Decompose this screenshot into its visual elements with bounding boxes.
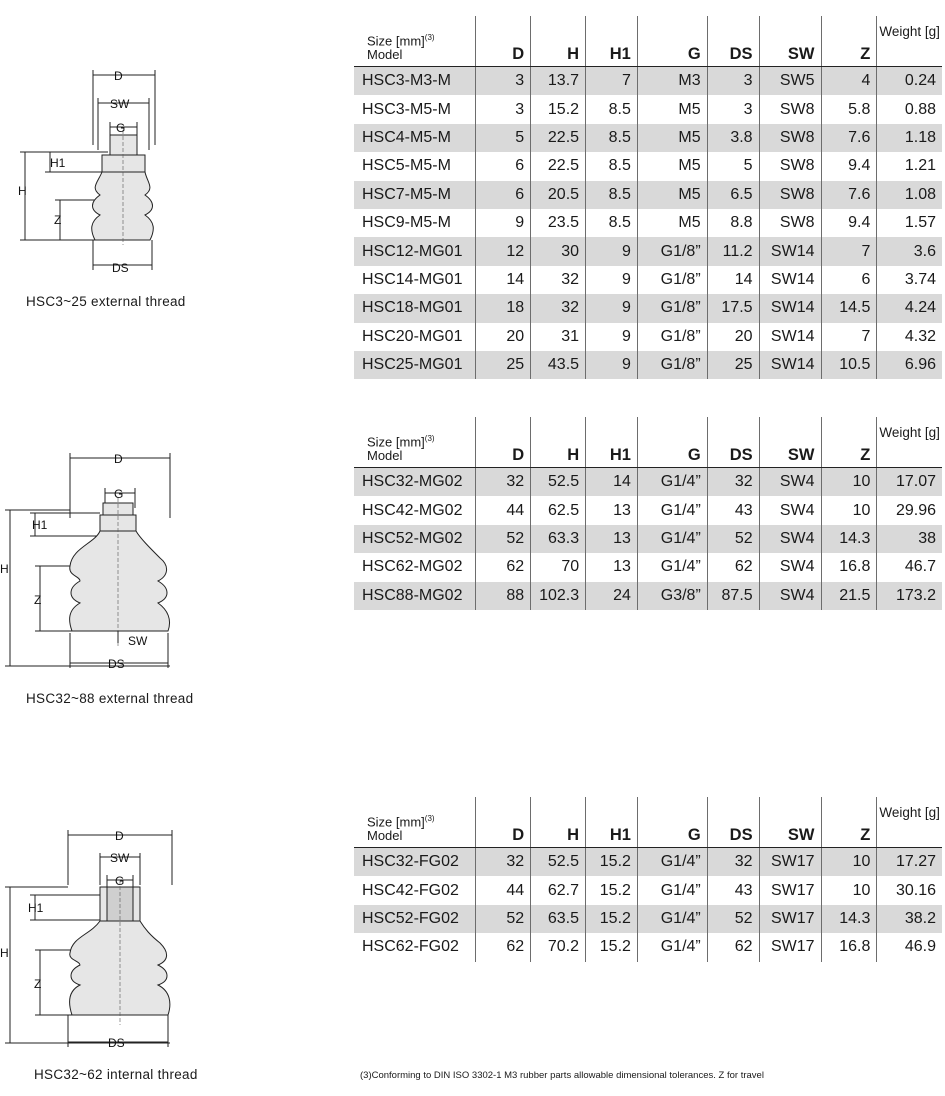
value-cell: 31: [531, 323, 586, 351]
value-cell: M5: [637, 209, 707, 237]
header-z: Z: [821, 16, 877, 67]
header-h1: H1: [586, 417, 638, 468]
value-cell: 20.5: [531, 181, 586, 209]
table-row: [354, 266, 942, 294]
value-cell: 10: [821, 496, 877, 524]
value-cell: 4.24: [877, 294, 942, 322]
value-cell: 9: [586, 237, 638, 265]
value-cell: 46.9: [877, 933, 942, 961]
value-cell: 62.5: [531, 496, 586, 524]
drawing-hsc32-62: [0, 825, 190, 1055]
caption-hsc32-62: HSC32~62 internal thread: [34, 1067, 198, 1082]
value-cell: 20: [476, 323, 531, 351]
value-cell: 17.27: [877, 848, 942, 877]
value-cell: 52: [476, 525, 531, 553]
value-cell: 10: [821, 468, 877, 497]
header-g: G: [637, 797, 707, 848]
value-cell: 14: [476, 266, 531, 294]
value-cell: 23.5: [531, 209, 586, 237]
model-cell: HSC3-M5-M: [362, 100, 451, 118]
table-header-row: [354, 16, 942, 67]
model-cell: HSC18-MG01: [354, 294, 476, 322]
header-size-model: Size [mm]$^{(3)}$ Model: [354, 417, 476, 468]
value-cell: SW8: [759, 124, 821, 152]
model-cell: HSC9-M5-M: [362, 214, 451, 232]
value-cell: M5: [637, 152, 707, 180]
header-ds: DS: [707, 797, 759, 848]
value-cell: 52.5: [531, 848, 586, 877]
value-cell: SW4: [759, 496, 821, 524]
value-cell: 17.07: [877, 468, 942, 497]
dim-h-label: H: [18, 184, 27, 198]
table-row: [354, 496, 942, 524]
header-h: H: [531, 417, 586, 468]
value-cell: 8.5: [586, 124, 638, 152]
model-cell: HSC7-M5-M: [354, 181, 476, 209]
value-cell: 52.5: [531, 468, 586, 497]
table-row: [354, 181, 942, 209]
value-cell: SW14: [759, 266, 821, 294]
value-cell: 13: [586, 496, 638, 524]
value-cell: 1.18: [877, 124, 942, 152]
model-cell: HSC3-M3-M: [354, 67, 476, 96]
dim-z-label: Z: [34, 977, 42, 991]
value-cell: 5.8: [821, 95, 877, 123]
header-size-model: Size [mm]$^{(3)}$ Model: [354, 797, 476, 848]
dim-z-label: Z: [54, 213, 62, 227]
table-row: [354, 237, 942, 265]
value-cell: 15.2: [586, 848, 638, 877]
value-cell: 15.2: [586, 905, 638, 933]
value-cell: 43: [707, 876, 759, 904]
header-sw: SW: [759, 417, 821, 468]
model-cell: HSC25-MG01: [354, 351, 476, 379]
model-cell: HSC42-MG02: [362, 501, 463, 519]
value-cell: 7.6: [821, 181, 877, 209]
value-cell: G1/4”: [637, 525, 707, 553]
value-cell: M5: [637, 124, 707, 152]
value-cell: 4: [821, 67, 877, 96]
value-cell: 32: [476, 848, 531, 877]
table-row: [354, 553, 942, 581]
value-cell: G1/8”: [637, 237, 707, 265]
value-cell: 7.6: [821, 124, 877, 152]
value-cell: 9: [476, 209, 531, 237]
value-cell: G1/8”: [637, 351, 707, 379]
value-cell: 1.57: [877, 209, 942, 237]
value-cell: 15.2: [586, 876, 638, 904]
drawing-hsc32-88: [0, 448, 190, 678]
value-cell: 6: [821, 266, 877, 294]
value-cell: 7: [821, 323, 877, 351]
value-cell: 32: [707, 468, 759, 497]
value-cell: SW8: [759, 209, 821, 237]
value-cell: G1/4”: [637, 933, 707, 961]
value-cell: 0.24: [877, 67, 942, 96]
dim-ds-label: DS: [112, 261, 129, 275]
value-cell: SW14: [759, 294, 821, 322]
value-cell: 32: [707, 848, 759, 877]
value-cell: 62.7: [531, 876, 586, 904]
footnote: (3)Conforming to DIN ISO 3302-1 M3 rubber parts allowable dimensional tolerances. Z for travel: [360, 1070, 764, 1081]
value-cell: SW17: [759, 876, 821, 904]
model-cell: HSC62-FG02: [362, 938, 459, 956]
header-z: Z: [821, 417, 877, 468]
value-cell: 44: [476, 876, 531, 904]
value-cell: 14: [586, 468, 638, 497]
header-h: H: [531, 16, 586, 67]
value-cell: 10: [821, 876, 877, 904]
value-cell: M5: [637, 181, 707, 209]
value-cell: 8.8: [707, 209, 759, 237]
dim-sw-label: SW: [128, 634, 148, 648]
value-cell: 5: [476, 124, 531, 152]
value-cell: 43.5: [531, 351, 586, 379]
value-cell: G1/8”: [637, 266, 707, 294]
value-cell: 11.2: [707, 237, 759, 265]
value-cell: SW14: [759, 323, 821, 351]
table-row: [354, 294, 942, 322]
table-row: [354, 323, 942, 351]
header-z: Z: [821, 797, 877, 848]
table-row: [354, 525, 942, 553]
model-cell: HSC52-MG02: [354, 525, 476, 553]
dim-ds-label: DS: [108, 657, 125, 671]
table-row: [354, 848, 942, 877]
value-cell: 5: [707, 152, 759, 180]
model-cell: HSC62-MG02: [362, 558, 463, 576]
dim-g-label: G: [115, 874, 125, 888]
value-cell: 38: [877, 525, 942, 553]
value-cell: 7: [821, 237, 877, 265]
value-cell: 52: [476, 905, 531, 933]
value-cell: M5: [637, 95, 707, 123]
value-cell: 9: [586, 294, 638, 322]
value-cell: G3/8”: [637, 582, 707, 610]
table-header-row: [354, 797, 942, 848]
spec-table-external-small: [354, 16, 942, 379]
dim-h1-label: H1: [32, 518, 48, 532]
value-cell: 102.3: [531, 582, 586, 610]
value-cell: 3: [707, 95, 759, 123]
value-cell: 6.5: [707, 181, 759, 209]
value-cell: SW17: [759, 848, 821, 877]
value-cell: 3: [476, 67, 531, 96]
value-cell: M3: [637, 67, 707, 96]
value-cell: 18: [476, 294, 531, 322]
value-cell: SW8: [759, 95, 821, 123]
value-cell: SW17: [759, 933, 821, 961]
dim-d-label: D: [115, 829, 124, 843]
dim-h1-label: H1: [50, 156, 66, 170]
value-cell: G1/8”: [637, 323, 707, 351]
value-cell: 1.21: [877, 152, 942, 180]
value-cell: 43: [707, 496, 759, 524]
value-cell: 9: [586, 323, 638, 351]
table-row: [354, 351, 942, 379]
value-cell: 9: [586, 351, 638, 379]
value-cell: 30: [531, 237, 586, 265]
header-d: D: [476, 797, 531, 848]
header-sw: SW: [759, 797, 821, 848]
drawing-hsc3-25: [10, 60, 200, 280]
value-cell: 16.8: [821, 933, 877, 961]
value-cell: G1/4”: [637, 876, 707, 904]
header-weight: Weight [g]: [877, 797, 942, 848]
model-cell: HSC12-MG01: [354, 237, 476, 265]
model-cell: HSC32-MG02: [354, 468, 476, 497]
table-row: [354, 876, 942, 904]
header-h: H: [531, 797, 586, 848]
header-d: D: [476, 16, 531, 67]
value-cell: 12: [476, 237, 531, 265]
value-cell: 29.96: [877, 496, 942, 524]
value-cell: 70: [531, 553, 586, 581]
value-cell: 14.5: [821, 294, 877, 322]
value-cell: G1/4”: [637, 496, 707, 524]
table-row: [354, 209, 942, 237]
value-cell: SW8: [759, 152, 821, 180]
value-cell: 15.2: [531, 95, 586, 123]
table-row: [354, 582, 942, 610]
value-cell: 9.4: [821, 152, 877, 180]
value-cell: 87.5: [707, 582, 759, 610]
value-cell: 25: [707, 351, 759, 379]
value-cell: SW17: [759, 905, 821, 933]
value-cell: 63.5: [531, 905, 586, 933]
spec-table-internal: [354, 797, 942, 962]
value-cell: 173.2: [877, 582, 942, 610]
dim-sw-label: SW: [110, 97, 130, 111]
dim-h-label: H: [0, 562, 9, 576]
value-cell: 32: [476, 468, 531, 497]
value-cell: 25: [476, 351, 531, 379]
value-cell: 52: [707, 525, 759, 553]
table-row: [354, 933, 942, 961]
model-cell: HSC42-FG02: [362, 881, 459, 899]
value-cell: 13.7: [531, 67, 586, 96]
dim-g-label: G: [114, 487, 124, 501]
value-cell: 3.8: [707, 124, 759, 152]
header-sw: SW: [759, 16, 821, 67]
value-cell: 13: [586, 525, 638, 553]
value-cell: 17.5: [707, 294, 759, 322]
dim-h-label: H: [0, 946, 9, 960]
dim-d-label: D: [114, 452, 123, 466]
value-cell: 14.3: [821, 905, 877, 933]
header-weight: Weight [g]: [877, 16, 942, 67]
value-cell: 8.5: [586, 181, 638, 209]
value-cell: SW8: [759, 181, 821, 209]
dim-ds-label: DS: [108, 1036, 125, 1050]
model-cell: HSC5-M5-M: [362, 157, 451, 175]
value-cell: 62: [476, 553, 531, 581]
value-cell: 62: [707, 553, 759, 581]
table-header-row: [354, 417, 942, 468]
value-cell: SW4: [759, 553, 821, 581]
model-cell: HSC52-FG02: [354, 905, 476, 933]
spec-table-external-large: [354, 417, 942, 610]
dim-d-label: D: [114, 69, 123, 83]
value-cell: 7: [586, 67, 638, 96]
model-cell: HSC88-MG02: [354, 582, 476, 610]
value-cell: 24: [586, 582, 638, 610]
table-row: [354, 67, 942, 96]
value-cell: G1/4”: [637, 905, 707, 933]
header-d: D: [476, 417, 531, 468]
dim-g-label: G: [116, 121, 126, 135]
header-ds: DS: [707, 417, 759, 468]
value-cell: 4.32: [877, 323, 942, 351]
value-cell: SW5: [759, 67, 821, 96]
value-cell: 46.7: [877, 553, 942, 581]
value-cell: SW4: [759, 582, 821, 610]
table-row: [354, 95, 942, 123]
value-cell: G1/8”: [637, 294, 707, 322]
model-cell: HSC32-FG02: [354, 848, 476, 877]
caption-hsc3-25: HSC3~25 external thread: [26, 294, 186, 309]
header-weight: Weight [g]: [877, 417, 942, 468]
value-cell: 70.2: [531, 933, 586, 961]
model-cell: HSC20-MG01: [362, 327, 463, 345]
header-ds: DS: [707, 16, 759, 67]
model-cell: HSC4-M5-M: [354, 124, 476, 152]
value-cell: 3.74: [877, 266, 942, 294]
value-cell: SW4: [759, 525, 821, 553]
value-cell: 9.4: [821, 209, 877, 237]
value-cell: 22.5: [531, 124, 586, 152]
dim-sw-label: SW: [110, 851, 130, 865]
value-cell: 44: [476, 496, 531, 524]
dim-z-label: Z: [34, 593, 42, 607]
table-row: [354, 124, 942, 152]
value-cell: 6: [476, 181, 531, 209]
header-h1: H1: [586, 797, 638, 848]
value-cell: 8.5: [586, 152, 638, 180]
value-cell: 32: [531, 266, 586, 294]
value-cell: 3: [476, 95, 531, 123]
value-cell: SW14: [759, 237, 821, 265]
header-g: G: [637, 417, 707, 468]
table-row: [354, 905, 942, 933]
header-size-model: Size [mm]$^{(3)}$ Model: [354, 16, 476, 67]
table-row: [354, 152, 942, 180]
value-cell: 52: [707, 905, 759, 933]
value-cell: 62: [707, 933, 759, 961]
value-cell: 14.3: [821, 525, 877, 553]
value-cell: 62: [476, 933, 531, 961]
value-cell: G1/4”: [637, 553, 707, 581]
value-cell: 15.2: [586, 933, 638, 961]
value-cell: SW4: [759, 468, 821, 497]
value-cell: 3: [707, 67, 759, 96]
table-row: [354, 468, 942, 497]
value-cell: G1/4”: [637, 848, 707, 877]
value-cell: SW14: [759, 351, 821, 379]
value-cell: 0.88: [877, 95, 942, 123]
value-cell: 13: [586, 553, 638, 581]
value-cell: 6.96: [877, 351, 942, 379]
value-cell: 8.5: [586, 95, 638, 123]
value-cell: 10.5: [821, 351, 877, 379]
value-cell: 21.5: [821, 582, 877, 610]
value-cell: G1/4”: [637, 468, 707, 497]
value-cell: 9: [586, 266, 638, 294]
dim-h1-label: H1: [28, 901, 44, 915]
header-g: G: [637, 16, 707, 67]
value-cell: 32: [531, 294, 586, 322]
value-cell: 14: [707, 266, 759, 294]
value-cell: 88: [476, 582, 531, 610]
value-cell: 63.3: [531, 525, 586, 553]
value-cell: 10: [821, 848, 877, 877]
value-cell: 30.16: [877, 876, 942, 904]
caption-hsc32-88: HSC32~88 external thread: [26, 691, 194, 706]
value-cell: 3.6: [877, 237, 942, 265]
value-cell: 6: [476, 152, 531, 180]
value-cell: 22.5: [531, 152, 586, 180]
value-cell: 8.5: [586, 209, 638, 237]
value-cell: 16.8: [821, 553, 877, 581]
header-h1: H1: [586, 16, 638, 67]
value-cell: 38.2: [877, 905, 942, 933]
value-cell: 20: [707, 323, 759, 351]
value-cell: 1.08: [877, 181, 942, 209]
model-cell: HSC14-MG01: [362, 270, 463, 288]
